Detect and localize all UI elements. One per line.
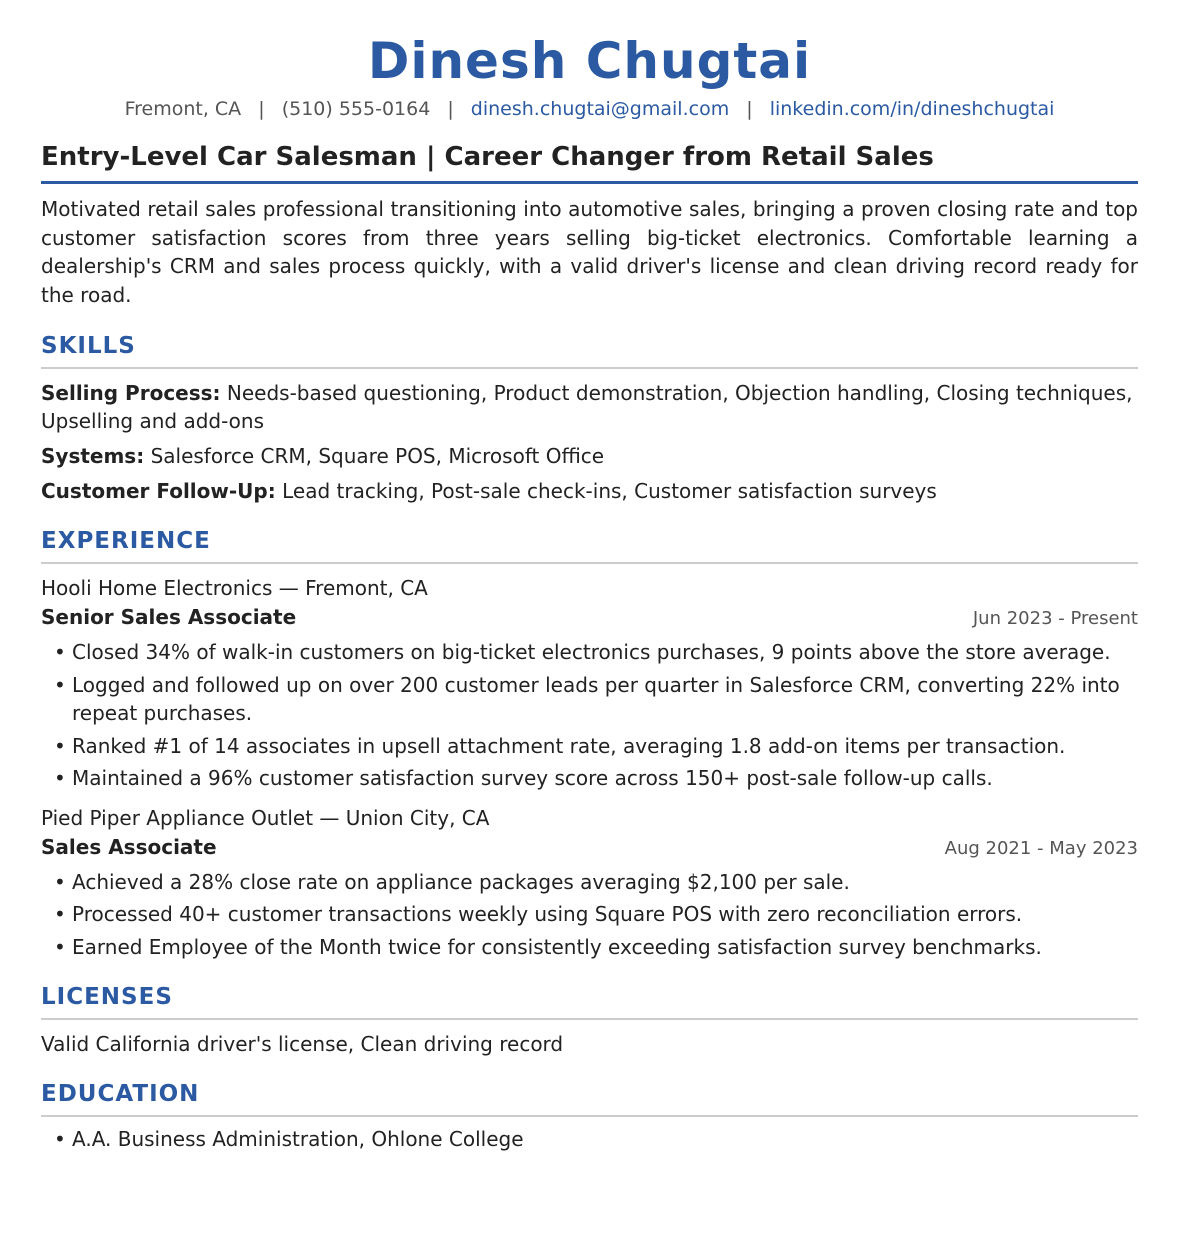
contact-linkedin-link[interactable]: linkedin.com/in/dineshchugtai [769, 98, 1055, 120]
list-item: • Closed 34% of walk-in customers on big-ticket electronics purchases, 9 points above the store average. [41, 638, 1138, 667]
job-dates: Jun 2023 - Present [972, 608, 1138, 629]
job-company: Hooli Home Electronics — Fremont, CA [41, 576, 428, 600]
skill-value: Needs-based questioning, Product demonstration, Objection handling, Closing techniques, Upselling and add-ons [41, 381, 1133, 433]
skills-list [41, 379, 1138, 505]
contact-line [41, 96, 1138, 122]
resume-page [41, 30, 1138, 1154]
contact-location: Fremont, CA [124, 98, 242, 120]
section-title-licenses: LICENSES [41, 982, 1138, 1020]
skill-value: Salesforce CRM, Square POS, Microsoft Office [150, 444, 605, 468]
skill-label: Systems: [41, 444, 145, 468]
list-item: • Processed 40+ customer transactions weekly using Square POS with zero reconciliation errors. [41, 900, 1138, 929]
job-dates: Aug 2021 - May 2023 [944, 837, 1138, 859]
list-item: • Achieved a 28% close rate on appliance packages averaging $2,100 per sale. [41, 868, 1138, 897]
skill-value: Lead tracking, Post-sale check-ins, Customer satisfaction surveys [282, 479, 937, 503]
section-title-skills: SKILLS [41, 331, 1138, 369]
list-item: • Ranked #1 of 14 associates in upsell attachment rate, averaging 1.8 add-on items per transaction. [41, 732, 1138, 761]
skill-label: Selling Process: [41, 381, 221, 405]
job-entry [41, 804, 1138, 962]
summary-paragraph: Motivated retail sales professional transitioning into automotive sales, bringing a proven closing rate and top customer satisfaction scores from three years selling big-ticket electronics. Comfortable learning a dealership's CRM and sales process quickly, with a valid driver's license and clean driving record ready for the road. [41, 197, 1138, 307]
job-company: Pied Piper Appliance Outlet — Union City, CA [41, 805, 490, 830]
candidate-name: Dinesh Chugtai [367, 32, 812, 90]
job-role-row [41, 832, 1138, 864]
contact-separator: | [258, 98, 265, 120]
resume-headline: Entry-Level Car Salesman | Career Changer from Retail Sales [41, 141, 1138, 184]
skill-label: Customer Follow-Up: [41, 479, 276, 503]
contact-phone: (510) 555-0164 [281, 98, 431, 120]
list-item: • A.A. Business Administration, Ohlone College [41, 1125, 1138, 1154]
job-role-row [41, 602, 1138, 634]
job-entry [41, 574, 1138, 793]
skill-row [41, 477, 1138, 505]
job-bullets [41, 638, 1138, 793]
list-item: • Logged and followed up on over 200 customer leads per quarter in Salesforce CRM, converting 22% into repeat purchases. [41, 671, 1138, 728]
contact-separator: | [746, 98, 753, 120]
list-item: • Earned Employee of the Month twice for consistently exceeding satisfaction survey benchmarks. [41, 933, 1138, 962]
job-role: Sales Associate [41, 834, 217, 859]
contact-separator: | [447, 98, 454, 120]
job-bullets [41, 868, 1138, 962]
licenses-text: Valid California driver's license, Clean driving record [41, 1032, 564, 1056]
section-title-experience: EXPERIENCE [41, 526, 1138, 564]
skill-row [41, 379, 1138, 435]
section-title-education: EDUCATION [41, 1079, 1138, 1117]
list-item: • Maintained a 96% customer satisfaction survey score across 150+ post-sale follow-up calls. [41, 764, 1138, 793]
skill-row [41, 442, 1138, 470]
education-list [41, 1125, 1138, 1154]
contact-email-link[interactable]: dinesh.chugtai@gmail.com [470, 98, 730, 120]
job-role: Senior Sales Associate [41, 605, 297, 629]
